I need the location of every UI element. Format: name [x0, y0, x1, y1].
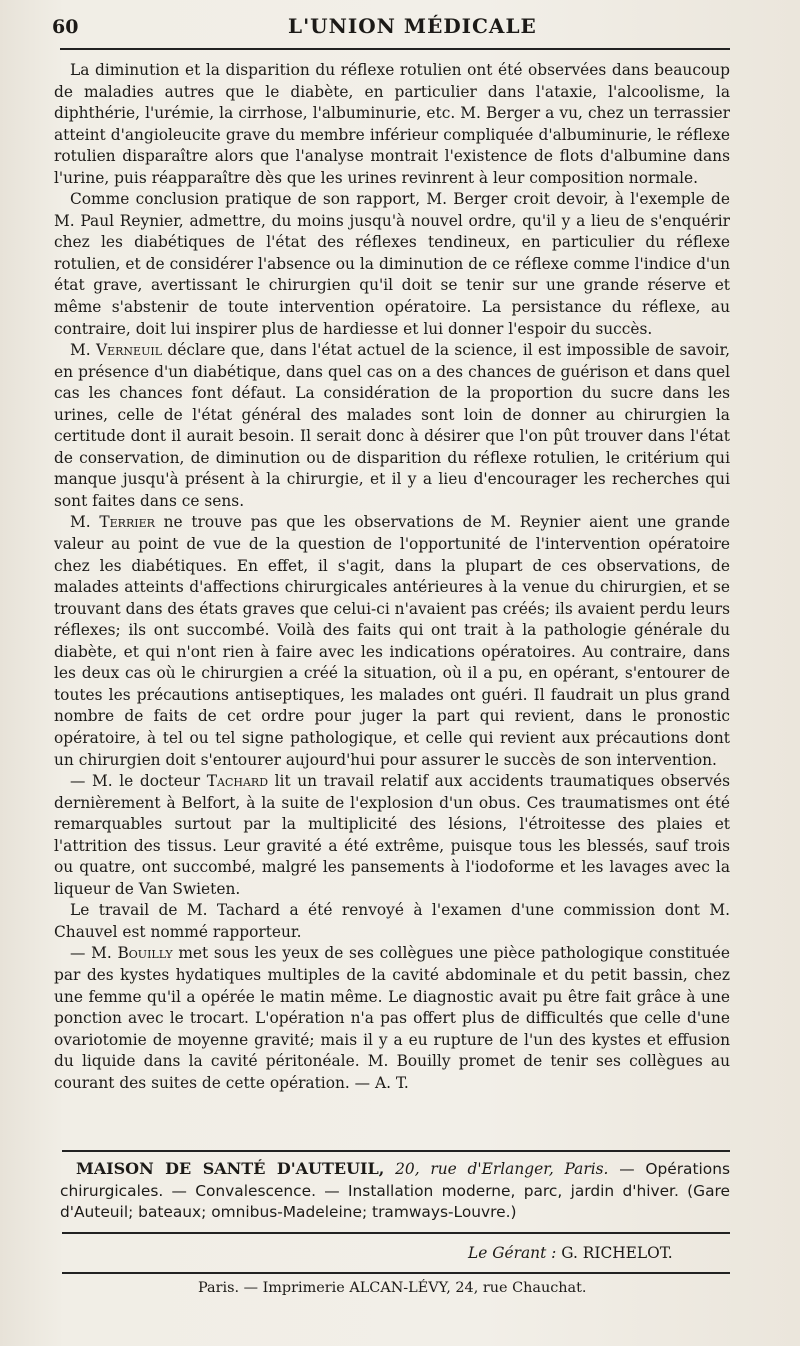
paragraph-berger-conclusion: Comme conclusion pratique de son rapport, M. Berger croit devoir, à l'exemple de M. Paul Reynier, admettre, du moins jusqu'à nouvel ordre, qu'il y a lieu de s'enquérir chez les diabétiques de l'état des réflexes tendineux, en particulier du réflexe rotulien, et de considérer l'absence ou la diminution de ce réflexe comme l'indice d'un état grave, avertissant le chirurgien qu'il doit se tenir sur une grande réserve et même s'abstenir de toute intervention opératoire. La persistance du réflexe, au contraire, doit lui inspirer plus de hardiesse et lui donner l'espoir du succès. [54, 190, 730, 338]
page-number: 60 [52, 16, 79, 38]
article-body [54, 60, 730, 1094]
page-header [40, 8, 730, 44]
header-rule [60, 48, 730, 50]
imprint-line: Paris. — Imprimerie ALCAN-LÉVY, 24, rue Chauchat. [198, 1280, 587, 1296]
speaker-name: Tachard [206, 772, 269, 791]
advertisement-text: — Opérations chirurgicales. — Convalescence. — Installation moderne, parc, jardin d'hiver. (Gare d'Auteuil; bateaux; omnibus-Madeleine; tramways-Louvre.) [60, 1160, 730, 1221]
journal-title: L'UNION MÉDICALE [288, 14, 537, 38]
speaker-name: Bouilly [117, 944, 173, 963]
paragraph-tachard: — M. le docteur Tachard lit un travail relatif aux accidents traumatiques observés dernièrement à Belfort, à la suite de l'explosion d'un obus. Ces traumatismes ont été remarquables surtout par la multiplicité des lésions, l'étroitesse des plaies et l'attrition des tissus. Leur gravité a été extrême, puisque tous les blessés, sauf trois ou quatre, ont succombé, malgré les pansements à l'iodoforme et les lavages avec la liqueur de Van Swieten. [54, 772, 730, 898]
section-rule [62, 1150, 730, 1152]
gerant-line [468, 1244, 730, 1262]
advertisement-address: 20, rue d'Erlanger, Paris. [395, 1160, 609, 1178]
gerant-name: G. RICHELOT. [561, 1244, 673, 1262]
advertisement [60, 1158, 730, 1224]
footer-rule [62, 1272, 730, 1274]
speaker-name: M. Terrier [70, 513, 155, 532]
speaker-name: M. Verneuil [70, 341, 163, 360]
gerant-label: Le Gérant : [468, 1244, 557, 1262]
advertisement-rule [62, 1232, 730, 1234]
paragraph-terrier: M. Terrier ne trouve pas que les observations de M. Reynier aient une grande valeur au point de vue de la question de l'opportunité de l'intervention opératoire chez les diabétiques. En effet, il s'agit, dans la plupart de ces observations, de malades atteints d'affections chirurgicales antérieures à la venue du chirurgien, et se trouvant dans des états graves que celui-ci n'avaient pas créés; ils avaient perdu leurs réflexes; ils ont succombé. Voilà des faits qui ont trait à la pathologie générale du diabète, et qui n'ont rien à faire avec les indications opératoires. Au contraire, dans les deux cas où le chirurgien a créé la situation, où il a pu, en opérant, s'entourer de toutes les précautions antiseptiques, les malades ont guéri. Il faudrait un plus grand nombre de faits de cet ordre pour juger la part qui revient, dans le pronostic opératoire, à tel ou tel signe pathologique, et celle qui revient aux précautions dont un chirurgien doit s'entourer aujourd'hui pour assurer le succès de son intervention. [54, 513, 731, 769]
paragraph-reflex-diseases: La diminution et la disparition du réflexe rotulien ont été observées dans beaucoup de maladies autres que le diabète, en particulier dans l'ataxie, l'alcoolisme, la diphthérie, l'urémie, la cirrhose, l'albuminurie, etc. M. Berger a vu, chez un terrassier atteint d'angioleucite grave du membre inférieur compliquée d'albuminurie, le réflexe rotulien disparaître alors que l'analyse montrait l'existence de flots d'albumine dans l'urine, puis réapparaître dès que les urines revinrent à leur composition normale. [54, 61, 730, 187]
paragraph-verneuil: M. Verneuil déclare que, dans l'état actuel de la science, il est impossible de savoir, en présence d'un diabétique, dans quel cas on a des chances de guérison et dans quel cas les chances font défaut. La considération de la proportion du sucre dans les urines, celle de l'état général des malades sont loin de donner au chirurgien la certitude dont il aurait besoin. Il serait donc à désirer que l'on pût trouver dans l'état de conservation, de diminution ou de disparition du réflexe rotulien, le critérium qui manque jusqu'à présent à la chirurgie, et il y a lieu d'encourager les recherches qui sont faites dans ce sens. [54, 341, 730, 510]
advertisement-name: MAISON DE SANTÉ D'AUTEUIL, [76, 1159, 385, 1178]
paragraph-bouilly: — M. Bouilly met sous les yeux de ses collègues une pièce pathologique constituée par des kystes hydatiques multiples de la cavité abdominale et du petit bassin, chez une femme qu'il a opérée le matin même. Le diagnostic avait pu être fait grâce à une ponction avec le trocart. L'opération n'a pas offert plus de difficultés que celle d'une ovariotomie de moyenne gravité; mais il y a eu rupture de l'un des kystes et effusion du liquide dans la cavité péritonéale. M. Bouilly promet de tenir ses collègues au courant des suites de cette opération. — A. T. [54, 944, 731, 1092]
paragraph-tachard-commission: Le travail de M. Tachard a été renvoyé à l'examen d'une commission dont M. Chauvel est nommé rapporteur. [54, 901, 730, 941]
